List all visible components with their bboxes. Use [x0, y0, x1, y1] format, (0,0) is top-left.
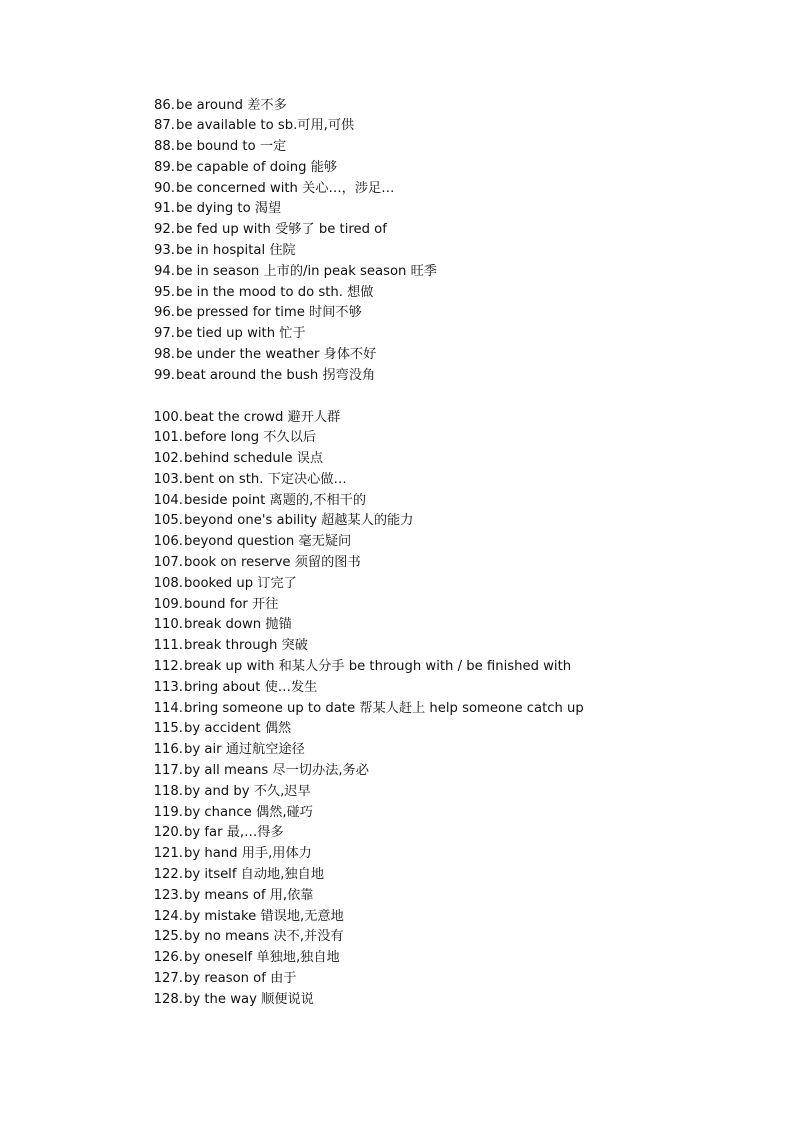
phrase-entry	[140, 199, 760, 220]
entry-text: be available to sb.可用,可供	[176, 118, 355, 134]
entry-text: by all means 尽一切办法,务必	[184, 763, 369, 779]
entry-number: 113.	[153, 679, 183, 695]
entry-text: bent on sth. 下定决心做…	[184, 471, 347, 487]
phrase-entry	[140, 470, 760, 491]
entry-number: 105.	[153, 513, 183, 529]
entry-number: 104.	[153, 492, 183, 508]
entry-text: beat the crowd 避开人群	[184, 409, 341, 425]
entry-text: by no means 决不,并没有	[184, 929, 344, 945]
phrase-entry	[140, 408, 760, 429]
entry-number: 96.	[154, 305, 175, 321]
entry-text: beyond one's ability 超越某人的能力	[184, 513, 414, 529]
phrase-entry	[140, 283, 760, 304]
phrase-entry	[140, 116, 760, 137]
phrase-entry	[140, 574, 760, 595]
phrase-entry	[140, 303, 760, 324]
phrase-list-section-a	[140, 96, 760, 387]
entry-number: 114.	[153, 700, 183, 716]
phrase-entry	[140, 137, 760, 158]
entry-number: 97.	[154, 326, 175, 342]
entry-text: be pressed for time 时间不够	[176, 305, 362, 321]
phrase-entry	[140, 948, 760, 969]
entry-number: 106.	[153, 534, 183, 550]
entry-number: 125.	[153, 929, 183, 945]
entry-number: 124.	[153, 908, 183, 924]
entry-text: be around 差不多	[176, 97, 287, 113]
phrase-entry	[140, 907, 760, 928]
entry-text: be dying to 渴望	[176, 201, 282, 217]
entry-text: by hand 用手,用体力	[184, 846, 312, 862]
entry-text: be in season 上市的/in peak season 旺季	[176, 263, 437, 279]
phrase-entry	[140, 927, 760, 948]
phrase-entry	[140, 262, 760, 283]
entry-number: 112.	[153, 659, 183, 675]
phrase-entry	[140, 428, 760, 449]
entry-text: bring about 使…发生	[184, 679, 318, 695]
entry-number: 117.	[153, 763, 183, 779]
phrase-entry	[140, 844, 760, 865]
entry-number: 99.	[154, 367, 175, 383]
phrase-entry	[140, 366, 760, 387]
entry-number: 107.	[153, 555, 183, 571]
entry-text: by far 最,…得多	[184, 825, 284, 841]
entry-number: 91.	[154, 201, 175, 217]
entry-number: 101.	[153, 430, 183, 446]
entry-text: be bound to 一定	[176, 139, 287, 155]
entry-text: be under the weather 身体不好	[176, 347, 377, 363]
entry-text: be in hospital 住院	[176, 243, 296, 259]
entry-text: by air 通过航空途径	[184, 742, 305, 758]
entry-text: be concerned with 关心…，涉足…	[176, 180, 395, 196]
entry-number: 94.	[154, 263, 175, 279]
entry-text: break down 抛锚	[184, 617, 292, 633]
entry-number: 120.	[153, 825, 183, 841]
phrase-entry	[140, 491, 760, 512]
entry-number: 109.	[153, 596, 183, 612]
phrase-entry	[140, 324, 760, 345]
entry-text: by means of 用,依靠	[184, 887, 314, 903]
entry-number: 127.	[153, 971, 183, 987]
entry-text: bring someone up to date 帮某人赶上 help someone catch up	[184, 700, 584, 716]
entry-text: beyond question 毫无疑问	[184, 534, 352, 550]
entry-text: book on reserve 须留的图书	[184, 555, 361, 571]
entry-text: break up with 和某人分手 be through with / be finished with	[184, 659, 572, 675]
phrase-entry	[140, 595, 760, 616]
entry-text: by the way 顺便说说	[184, 991, 314, 1007]
entry-number: 122.	[153, 867, 183, 883]
entry-text: by reason of 由于	[184, 971, 297, 987]
entry-text: beside point 离题的,不相干的	[184, 492, 367, 508]
entry-number: 108.	[153, 575, 183, 591]
phrase-entry	[140, 990, 760, 1011]
entry-text: before long 不久以后	[184, 430, 317, 446]
entry-number: 123.	[153, 887, 183, 903]
phrase-entry	[140, 615, 760, 636]
phrase-entry	[140, 532, 760, 553]
phrase-entry	[140, 803, 760, 824]
entry-number: 93.	[154, 243, 175, 259]
phrase-entry	[140, 699, 760, 720]
phrase-entry	[140, 865, 760, 886]
entry-number: 110.	[153, 617, 183, 633]
entry-text: be tied up with 忙于	[176, 326, 306, 342]
phrase-entry	[140, 241, 760, 262]
entry-text: be capable of doing 能够	[176, 159, 338, 175]
phrase-entry	[140, 719, 760, 740]
entry-number: 121.	[153, 846, 183, 862]
entry-text: beat around the bush 拐弯没角	[176, 367, 376, 383]
entry-text: bound for 开往	[184, 596, 279, 612]
entry-number: 126.	[153, 950, 183, 966]
phrase-entry	[140, 345, 760, 366]
entry-number: 98.	[154, 347, 175, 363]
entry-number: 118.	[153, 783, 183, 799]
entry-number: 119.	[153, 804, 183, 820]
phrase-entry	[140, 220, 760, 241]
phrase-entry	[140, 657, 760, 678]
entry-number: 86.	[154, 97, 175, 113]
entry-text: by chance 偶然,碰巧	[184, 804, 313, 820]
entry-text: by and by 不久,迟早	[184, 783, 311, 799]
entry-text: break through 突破	[184, 638, 308, 654]
phrase-entry	[140, 782, 760, 803]
entry-number: 88.	[154, 139, 175, 155]
entry-number: 128.	[153, 991, 183, 1007]
entry-number: 111.	[153, 638, 183, 654]
phrase-list-section-b	[140, 408, 760, 1011]
phrase-entry	[140, 823, 760, 844]
entry-number: 87.	[154, 118, 175, 134]
entry-number: 102.	[153, 451, 183, 467]
phrase-entry	[140, 553, 760, 574]
entry-text: by oneself 单独地,独自地	[184, 950, 340, 966]
entry-text: be in the mood to do sth. 想做	[176, 284, 374, 300]
phrase-entry	[140, 179, 760, 200]
entry-text: by accident 偶然	[184, 721, 292, 737]
entry-text: booked up 订完了	[184, 575, 297, 591]
phrase-entry	[140, 740, 760, 761]
entry-number: 100.	[153, 409, 183, 425]
entry-number: 116.	[153, 742, 183, 758]
phrase-entry	[140, 886, 760, 907]
entry-number: 89.	[154, 159, 175, 175]
phrase-entry	[140, 158, 760, 179]
entry-number: 115.	[153, 721, 183, 737]
phrase-entry	[140, 761, 760, 782]
entry-text: by itself 自动地,独自地	[184, 867, 325, 883]
phrase-entry	[140, 511, 760, 532]
phrase-entry	[140, 96, 760, 117]
phrase-entry	[140, 636, 760, 657]
entry-text: be fed up with 受够了 be tired of	[176, 222, 387, 238]
entry-number: 95.	[154, 284, 175, 300]
phrase-entry	[140, 449, 760, 470]
phrase-entry	[140, 969, 760, 990]
entry-text: by mistake 错误地,无意地	[184, 908, 344, 924]
entry-text: behind schedule 误点	[184, 451, 324, 467]
phrase-entry	[140, 678, 760, 699]
entry-number: 92.	[154, 222, 175, 238]
entry-number: 90.	[154, 180, 175, 196]
entry-number: 103.	[153, 471, 183, 487]
